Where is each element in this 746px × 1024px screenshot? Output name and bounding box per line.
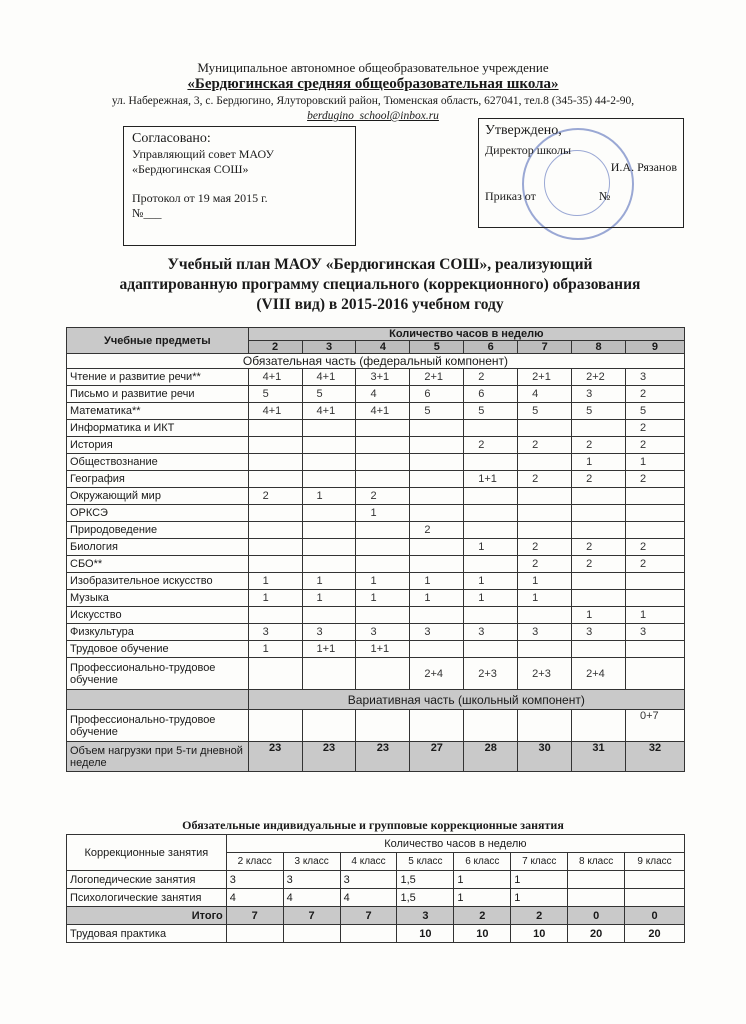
hours-cell [625,505,684,522]
practice-cell: 20 [625,925,685,943]
hours-cell: 4+1 [356,403,410,420]
grade-header: 2 [248,341,302,354]
hours-cell: 2 [248,488,302,505]
hours-cell: 1 [572,607,626,624]
section-variable-blank [67,690,249,710]
hours-cell: 2 [572,437,626,454]
total-cell: 32 [625,742,684,772]
corr-name: Психологические занятия [67,889,227,907]
corr-grade-header: 3 класс [283,853,340,871]
hours-cell: 4+1 [248,369,302,386]
hours-cell [356,471,410,488]
subject-name: География [67,471,249,488]
hours-cell: 2+3 [464,658,518,690]
hours-cell [464,420,518,437]
hours-cell [410,556,464,573]
hours-cell: 2+4 [410,658,464,690]
table-row [67,539,685,556]
hours-cell [302,454,356,471]
practice-cell: 20 [568,925,625,943]
hours-cell: 1+1 [302,641,356,658]
hours-cell [518,505,572,522]
hours-cell [248,539,302,556]
hours-cell: 3+1 [356,369,410,386]
hours-cell [302,522,356,539]
hours-cell [356,522,410,539]
table-row [67,471,685,488]
hours-cell [248,437,302,454]
total-cell: 23 [356,742,410,772]
hours-cell [248,658,302,690]
table-row [67,403,685,420]
table-row [67,607,685,624]
subject-name: Музыка [67,590,249,607]
hours-cell: 2+2 [572,369,626,386]
hours-cell [410,641,464,658]
hours-cell [518,488,572,505]
corr-total-row [67,907,685,925]
approved-name: И.А. Рязанов [610,160,677,174]
school-address: ул. Набережная, 3, с. Бердюгино, Ялуторовский район, Тюменская область, 627041, тел.8 (345-35) 44-2-90, [111,95,635,107]
total-cell: 27 [410,742,464,772]
corr-cell [568,871,625,889]
hours-cell [572,488,626,505]
curriculum-table [66,327,685,772]
table-row [67,889,685,907]
hours-cell: 1 [356,590,410,607]
hours-cell: 1 [356,505,410,522]
hours-cell: 2 [464,437,518,454]
subject-name: Искусство [67,607,249,624]
grade-header: 9 [625,341,684,354]
hours-cell [625,641,684,658]
hours-cell [464,454,518,471]
corr-grade-header: 5 класс [397,853,454,871]
hours-cell [302,505,356,522]
practice-cell: 10 [511,925,568,943]
subject-name: Физкультура [67,624,249,641]
hours-cell: 2+3 [518,658,572,690]
hours-cell [625,522,684,539]
hours-cell: 4+1 [302,369,356,386]
hours-cell [572,522,626,539]
subject-name: Профессионально-трудовое обучение [67,710,249,742]
corr-col-name: Коррекционные занятия [67,835,227,871]
hours-cell: 4+1 [248,403,302,420]
corr-cell: 3 [226,871,283,889]
subject-name: Изобразительное искусство [67,573,249,590]
hours-cell: 3 [464,624,518,641]
hours-cell [248,522,302,539]
hours-cell: 2+4 [572,658,626,690]
hours-cell [572,420,626,437]
hours-cell [302,607,356,624]
table-row [67,710,685,742]
corr-cell: 3 [340,871,397,889]
hours-cell [356,437,410,454]
hours-cell: 1 [356,573,410,590]
org-type: Муниципальное автономное общеобразовательное учреждение [197,60,549,75]
corr-cell: 1,5 [397,871,454,889]
hours-cell [248,710,302,742]
hours-cell [302,710,356,742]
hours-cell [572,590,626,607]
hours-cell: 2 [572,556,626,573]
corr-cell: 4 [226,889,283,907]
subject-name: Профессионально-трудовое обучение [67,658,249,690]
hours-cell [410,539,464,556]
total-row [67,742,685,772]
hours-cell: 2 [518,556,572,573]
hours-cell: 5 [572,403,626,420]
corr-cell: 1 [454,889,511,907]
corr-cell [625,889,685,907]
practice-cell: 10 [397,925,454,943]
table-row [67,658,685,690]
corr-col-hours: Количество часов в неделю [226,835,684,853]
hours-cell: 2+1 [410,369,464,386]
subject-name: Чтение и развитие речи** [67,369,249,386]
hours-cell [302,420,356,437]
title-line1: Учебный план МАОУ «Бердюгинская СОШ», реализующий [167,256,593,273]
hours-cell [518,420,572,437]
subject-name: История [67,437,249,454]
approved-order: Приказ от [485,189,536,203]
practice-cell: 10 [454,925,511,943]
grade-header: 7 [518,341,572,354]
hours-cell: 1 [248,590,302,607]
hours-cell: 3 [518,624,572,641]
hours-cell: 5 [302,386,356,403]
table-row [67,556,685,573]
hours-cell: 2 [625,420,684,437]
approved-block [478,118,684,228]
practice-cell [283,925,340,943]
corr-total-cell: 7 [226,907,283,925]
corr-name: Логопедические занятия [67,871,227,889]
table-row [67,573,685,590]
hours-cell: 6 [464,386,518,403]
hours-cell [410,437,464,454]
grade-header: 5 [410,341,464,354]
hours-cell [248,556,302,573]
hours-cell: 4+1 [302,403,356,420]
agreed-title: Согласовано: [132,131,211,146]
hours-cell [464,556,518,573]
hours-cell [410,710,464,742]
hours-cell: 1 [572,454,626,471]
hours-cell: 0+7 [625,710,684,742]
hours-cell [248,607,302,624]
corr-grade-header: 6 класс [454,853,511,871]
agreed-number: №___ [132,206,162,220]
corr-cell: 1 [454,871,511,889]
hours-cell [356,710,410,742]
hours-cell: 2 [572,471,626,488]
hours-cell [356,454,410,471]
section-mandatory-label: Обязательная часть (федеральный компонент) [67,354,685,369]
hours-cell: 1+1 [464,471,518,488]
corr-cell: 4 [340,889,397,907]
corr-grade-header: 8 класс [568,853,625,871]
corr-cell: 1 [511,871,568,889]
title-line3: (VIII вид) в 2015-2016 учебном году [256,296,504,313]
hours-cell [302,437,356,454]
hours-cell: 1 [625,607,684,624]
table-row [67,488,685,505]
hours-cell [410,607,464,624]
hours-cell: 2 [625,437,684,454]
section-mandatory [67,354,685,369]
corr-total-label: Итого [67,907,227,925]
corr-cell [625,871,685,889]
agreed-protocol: Протокол от 19 мая 2015 г. [132,191,268,205]
hours-cell [625,573,684,590]
hours-cell [518,607,572,624]
hours-cell: 2 [518,471,572,488]
hours-cell: 4 [356,386,410,403]
hours-cell [518,522,572,539]
hours-cell: 3 [410,624,464,641]
practice-label: Трудовая практика [67,925,227,943]
corr-total-cell: 0 [625,907,685,925]
approved-director: Директор школы [485,143,572,157]
subject-name: Информатика и ИКТ [67,420,249,437]
grade-header: 8 [572,341,626,354]
hours-cell [572,710,626,742]
hours-cell: 1 [518,590,572,607]
hours-cell [572,505,626,522]
practice-cell [226,925,283,943]
total-cell: 28 [464,742,518,772]
hours-cell: 3 [625,369,684,386]
table-row [67,369,685,386]
corr-cell [568,889,625,907]
hours-cell [464,505,518,522]
school-name: «Бердюгинская средняя общеобразовательная школа» [187,76,559,92]
subject-name: Математика** [67,403,249,420]
corr-total-cell: 2 [511,907,568,925]
corr-cell: 1,5 [397,889,454,907]
agreed-line1: Управляющий совет МАОУ [132,147,274,161]
agreed-block [123,126,356,246]
hours-cell: 3 [625,624,684,641]
corr-total-cell: 2 [454,907,511,925]
table-row [67,624,685,641]
hours-cell: 1 [302,590,356,607]
hours-cell [625,658,684,690]
hours-cell [464,641,518,658]
hours-cell: 2 [356,488,410,505]
hours-cell [410,471,464,488]
hours-cell [464,607,518,624]
title-line2: адаптированную программу специального (коррекционного) образования [119,276,641,293]
section-variable-label: Вариативная часть (школьный компонент) [248,690,684,710]
hours-cell: 1 [302,573,356,590]
hours-cell [518,641,572,658]
hours-cell: 1 [410,573,464,590]
hours-cell [518,454,572,471]
practice-cell [340,925,397,943]
total-label: Объем нагрузки при 5-ти дневной неделе [67,742,249,772]
corr-total-cell: 7 [340,907,397,925]
hours-cell: 5 [248,386,302,403]
hours-cell: 2 [625,539,684,556]
corr-cell: 3 [283,871,340,889]
hours-cell: 1 [464,590,518,607]
practice-row [67,925,685,943]
hours-cell [572,573,626,590]
table-row [67,522,685,539]
hours-cell [356,420,410,437]
table-row [67,420,685,437]
hours-cell: 3 [356,624,410,641]
hours-cell: 5 [625,403,684,420]
hours-cell [302,658,356,690]
approved-title: Утверждено, [485,123,562,138]
hours-cell: 5 [464,403,518,420]
agreed-line2: «Бердюгинская СОШ» [132,162,249,176]
hours-cell: 3 [302,624,356,641]
total-cell: 31 [572,742,626,772]
hours-cell [248,471,302,488]
hours-cell: 3 [572,386,626,403]
hours-cell [410,488,464,505]
subject-name: Обществознание [67,454,249,471]
plan-title [60,255,700,315]
hours-cell [410,420,464,437]
hours-cell: 5 [518,403,572,420]
hours-cell [356,539,410,556]
corr-grade-header: 2 класс [226,853,283,871]
hours-cell: 4 [518,386,572,403]
subject-name: Трудовое обучение [67,641,249,658]
subject-name: Письмо и развитие речи [67,386,249,403]
grade-header: 6 [464,341,518,354]
school-email: berdugino_school@inbox.ru [307,110,439,122]
hours-cell [356,556,410,573]
hours-cell: 1 [248,573,302,590]
table-row [67,386,685,403]
hours-cell: 1 [625,454,684,471]
corr-cell: 1 [511,889,568,907]
hours-cell: 2 [464,369,518,386]
corr-header-row [67,835,685,853]
hours-cell: 1+1 [356,641,410,658]
hours-cell: 2 [518,437,572,454]
hours-cell [248,505,302,522]
hours-cell [625,590,684,607]
total-cell: 23 [248,742,302,772]
table-row [67,437,685,454]
correction-table [66,834,685,943]
corr-cell: 4 [283,889,340,907]
table-row [67,871,685,889]
subject-name: Природоведение [67,522,249,539]
col-hours: Количество часов в неделю [248,328,684,341]
hours-cell: 1 [464,573,518,590]
hours-cell: 1 [302,488,356,505]
hours-cell [302,471,356,488]
section-variable [67,690,685,710]
corr-grade-header: 9 класс [625,853,685,871]
hours-cell: 2 [625,471,684,488]
subject-name: Биология [67,539,249,556]
hours-cell [518,710,572,742]
table-row [67,641,685,658]
corr-grade-header: 4 класс [340,853,397,871]
hours-cell [464,488,518,505]
hours-cell: 3 [572,624,626,641]
hours-cell [464,710,518,742]
corr-total-cell: 0 [568,907,625,925]
corr-heading: Обязательные индивидуальные и групповые коррекционные занятия [182,818,564,832]
corr-total-cell: 7 [283,907,340,925]
hours-cell [302,539,356,556]
hours-cell [356,607,410,624]
hours-cell: 2 [518,539,572,556]
hours-cell: 2 [625,556,684,573]
hours-cell: 1 [518,573,572,590]
hours-cell: 2+1 [518,369,572,386]
hours-cell: 3 [248,624,302,641]
grade-header: 3 [302,341,356,354]
table-row [67,505,685,522]
header-row [67,328,685,341]
hours-cell [410,505,464,522]
subject-name: Окружающий мир [67,488,249,505]
hours-cell [572,641,626,658]
hours-cell [248,420,302,437]
corr-total-cell: 3 [397,907,454,925]
hours-cell: 1 [248,641,302,658]
hours-cell: 1 [464,539,518,556]
hours-cell: 2 [410,522,464,539]
hours-cell [248,454,302,471]
hours-cell: 1 [410,590,464,607]
subject-name: СБО** [67,556,249,573]
hours-cell: 5 [410,403,464,420]
subject-name: ОРКСЭ [67,505,249,522]
hours-cell: 6 [410,386,464,403]
hours-cell [410,454,464,471]
total-cell: 23 [302,742,356,772]
col-subjects: Учебные предметы [67,328,249,354]
hours-cell [356,658,410,690]
table-row [67,454,685,471]
hours-cell [464,522,518,539]
hours-cell [625,488,684,505]
grade-header: 4 [356,341,410,354]
hours-cell [302,556,356,573]
hours-cell: 2 [572,539,626,556]
table-row [67,590,685,607]
approved-order-no: № [598,189,611,203]
hours-cell: 2 [625,386,684,403]
corr-grade-header: 7 класс [511,853,568,871]
total-cell: 30 [518,742,572,772]
